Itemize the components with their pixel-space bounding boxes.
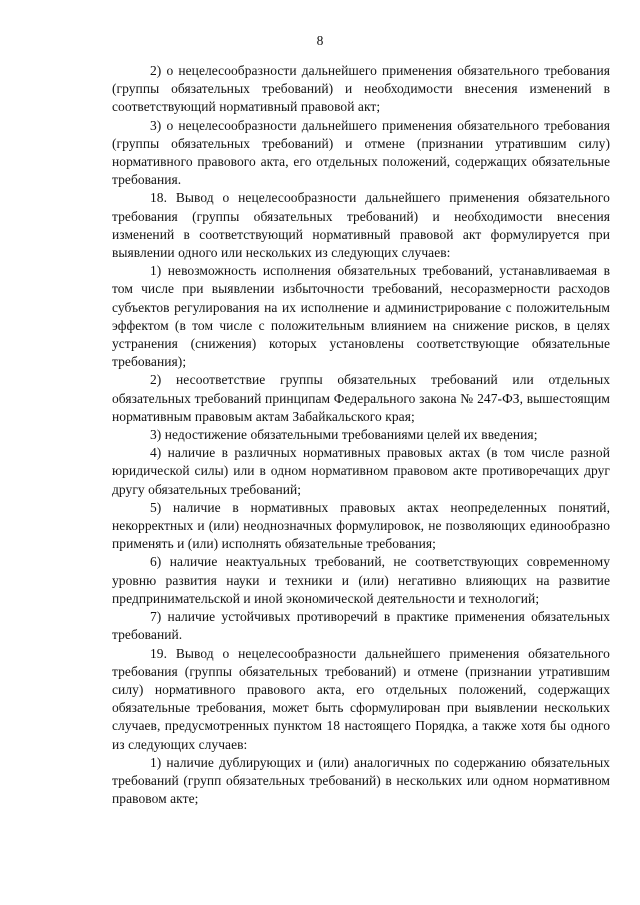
paragraph: 2) несоответствие группы обязательных требований или отдельных обязательных требований принципам Федерального закона № 247-ФЗ, вышестоящим нормативным правовым актам Забайкальского края; [112,372,610,424]
paragraph: 19. Вывод о нецелесообразности дальнейшего применения обязательного требования (группы обязательных требований) и отмене (признании утратившим силу) нормативного правового акта, его отдельных положений, содержащих обязательные требования, может быть сформулирован при выявлении нескольких случаев, предусмотренных пунктом 18 настоящего Порядка, а также хотя бы одного из следующих случаев: [112,645,610,752]
paragraph: 7) наличие устойчивых противоречий в практике применения обязательных требований. [112,609,610,643]
paragraph: 18. Вывод о нецелесообразности дальнейшего применения обязательного требования (группы обязательных требований) и необходимости внесения изменений в соответствующий нормативный правовой акт формулируется при выявлении одного или нескольких из следующих случаев: [112,190,610,261]
paragraph: 3) о нецелесообразности дальнейшего применения обязательного требования (группы обязательных требований) и отмене (признании утратившим силу) нормативного правового акта, его отдельных положений, содержащих обязательные требования. [112,117,610,188]
document-body [112,62,610,808]
page-number: 8 [316,33,324,48]
paragraph: 6) наличие неактуальных требований, не соответствующих современному уровню развития науки и техники и (или) негативно влияющих на развитие предпринимательской и иной экономической деятельности и технологий; [112,554,610,606]
paragraph: 3) недостижение обязательными требованиями целей их введения; [150,427,538,443]
paragraph: 1) невозможность исполнения обязательных требований, устанавливаемая в том числе при выявлении избыточности требований, несоразмерности расходов субъектов регулирования на их исполнение и администрирование с положительным эффектом (в том числе с положительным влиянием на снижение рисков, в целях устранения (снижения) которых установлены соответствующие обязательные требования); [112,263,610,370]
paragraph: 2) о нецелесообразности дальнейшего применения обязательного требования (группы обязательных требований) и необходимости внесения изменений в соответствующий нормативный правовой акт; [112,63,610,115]
paragraph: 4) наличие в различных нормативных правовых актах (в том числе разной юридической силы) или в одном нормативном правовом акте противоречащих друг другу обязательных требований; [112,445,610,497]
paragraph: 1) наличие дублирующих и (или) аналогичных по содержанию обязательных требований (групп обязательных требований) в нескольких или одном нормативном правовом акте; [112,754,610,807]
paragraph: 5) наличие в нормативных правовых актах неопределенных понятий, некорректных и (или) неоднозначных формулировок, не позволяющих единообразно применять и (или) исполнять обязательные требования; [112,499,610,552]
